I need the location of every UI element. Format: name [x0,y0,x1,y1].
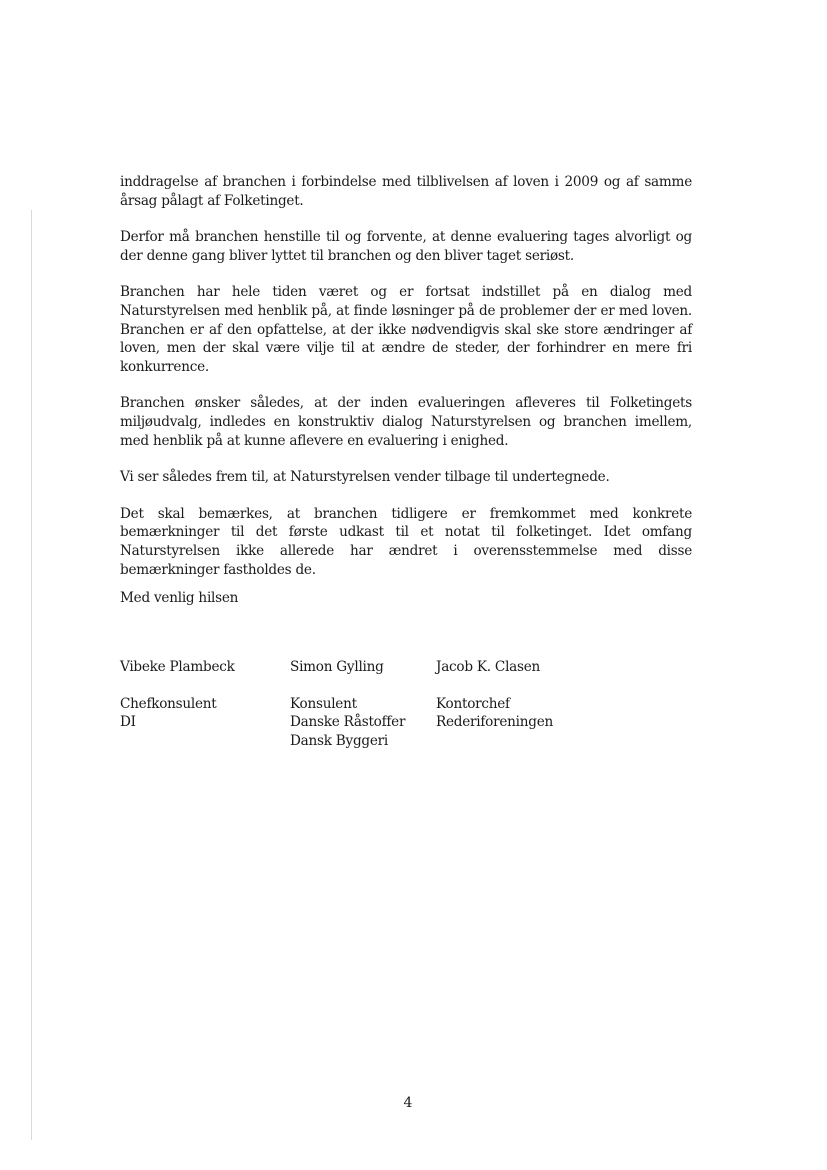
signatory-2 [290,658,405,750]
closing-greeting: Med venlig hilsen [120,590,239,606]
paragraph-5: Vi ser således frem til, at Naturstyrelsen vender tilbage til undertegnede. [120,469,610,486]
signatory-organization-2: Dansk Byggeri [290,732,389,749]
page-number: 4 [403,1095,413,1111]
signatory-name: Vibeke Plambeck [120,659,235,675]
signatory-name: Simon Gylling [290,659,384,675]
signatory-1 [120,658,235,732]
signatory-title: Chefkonsulent [120,695,217,712]
signatory-3 [436,658,553,732]
paragraph-4: Branchen ønsker således, at der inden evalueringen afleveres til Folketingets miljøudvalg, indledes en konstruktiv dialog Naturstyrelsen og branchen imellem, med henblik på at kunne aflevere en evaluering i enighed. [120,395,692,449]
paragraph-6: Det skal bemærkes, at branchen tidligere er fremkommet med konkrete bemærkninger til det første udkast til et notat til folketinget. Idet omfang Naturstyrelsen ikke allerede har ændret i overensstemmelse med disse bemærkninger fastholdes de. [120,505,692,578]
paragraph-3: Branchen har hele tiden været og er fortsat indstillet på en dialog med Naturstyrelsen med henblik på, at finde løsninger på de problemer der er med loven. Branchen er af den opfattelse, at der ikke nødvendigvis skal ske store ændringer af loven, men der skal være vilje til at ændre de steder, der forhindrer en mere fri konkurrence. [120,284,692,375]
paragraph-1: inddragelse af branchen i forbindelse med tilblivelsen af loven i 2009 og af samme årsag pålagt af Folketinget. [120,174,692,209]
paragraph-2: Derfor må branchen henstille til og forvente, at denne evaluering tages alvorligt og der denne gang bliver lyttet til branchen og den bliver taget seriøst. [120,229,692,264]
signatory-organization: Danske Råstoffer [290,714,406,731]
signatory-organization: DI [120,714,136,731]
signatory-name: Jacob K. Clasen [436,659,541,675]
scan-margin-line [31,210,32,1140]
letter-body [120,173,692,597]
signatory-title: Konsulent [290,695,357,712]
signatory-organization: Rederiforeningen [436,714,553,731]
signatory-title: Kontorchef [436,695,510,712]
